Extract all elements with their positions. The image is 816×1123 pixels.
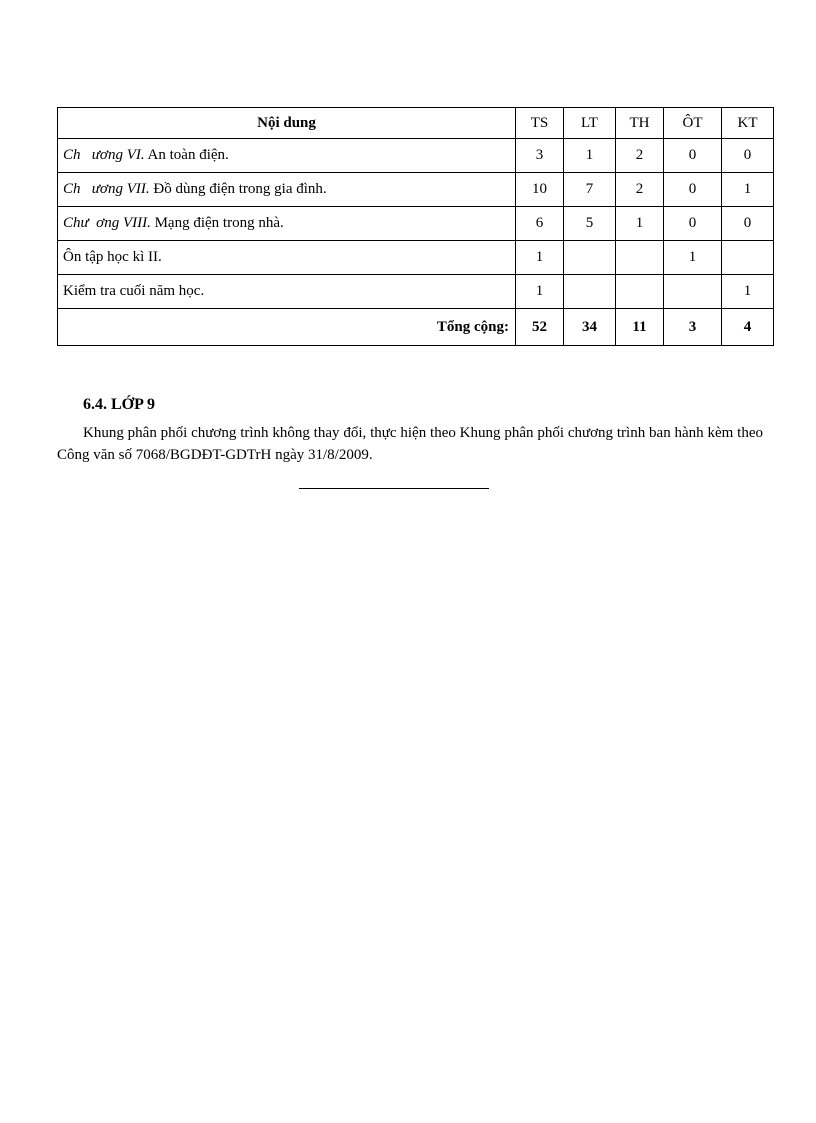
header-ts: TS [516,108,564,139]
section-paragraph: Khung phân phối chương trình không thay đổi, thực hiện theo Khung phân phối chương trình ban hành kèm theo Công văn số 7068/BGDĐT-GDTrH ngày 31/8/2009. [57,425,763,463]
chapter-label: Ch ương VII. [63,181,150,197]
table-row [58,207,774,241]
divider-rule [299,488,489,489]
row-content [58,207,516,241]
table-row [58,275,774,309]
cell-th: 2 [616,173,664,207]
header-ot: ÔT [664,108,722,139]
cell-lt: 1 [564,139,616,173]
row-title: Kiểm tra cuối năm học. [63,283,205,299]
cell-th [616,241,664,275]
total-lt: 34 [564,309,616,346]
table-row [58,241,774,275]
total-kt: 4 [722,309,774,346]
table-header-row [58,108,774,139]
row-title: Ôn tập học kì II. [63,249,162,265]
header-lt: LT [564,108,616,139]
total-ts: 52 [516,309,564,346]
chapter-title: An toàn điện. [144,147,229,163]
chapter-label: Chư ơng VIII. [63,215,151,231]
cell-lt [564,241,616,275]
header-kt: KT [722,108,774,139]
cell-kt: 1 [722,173,774,207]
total-label: Tổng cộng: [58,309,516,346]
cell-th [616,275,664,309]
table-row [58,139,774,173]
row-content [58,241,516,275]
header-th: TH [616,108,664,139]
table-total-row [58,309,774,346]
chapter-title: Mạng điện trong nhà. [150,215,284,231]
cell-ts: 1 [516,275,564,309]
header-noi-dung: Nội dung [58,108,516,139]
cell-lt: 5 [564,207,616,241]
chapter-label: Ch ương VI. [63,147,145,163]
cell-ot: 1 [664,241,722,275]
cell-kt [722,241,774,275]
total-th: 11 [616,309,664,346]
row-content [58,173,516,207]
cell-ts: 10 [516,173,564,207]
cell-ot: 0 [664,139,722,173]
cell-kt: 0 [722,139,774,173]
cell-ts: 3 [516,139,564,173]
section-heading: 6.4. LỚP 9 [83,396,156,413]
cell-th: 1 [616,207,664,241]
cell-lt: 7 [564,173,616,207]
chapter-title: Đồ dùng điện trong gia đình. [149,181,327,197]
cell-ts: 6 [516,207,564,241]
cell-th: 2 [616,139,664,173]
cell-kt: 1 [722,275,774,309]
table-row [58,173,774,207]
cell-lt [564,275,616,309]
cell-ot: 0 [664,173,722,207]
cell-kt: 0 [722,207,774,241]
row-content [58,139,516,173]
cell-ot [664,275,722,309]
cell-ot: 0 [664,207,722,241]
cell-ts: 1 [516,241,564,275]
curriculum-table [57,107,774,346]
row-content [58,275,516,309]
total-ot: 3 [664,309,722,346]
